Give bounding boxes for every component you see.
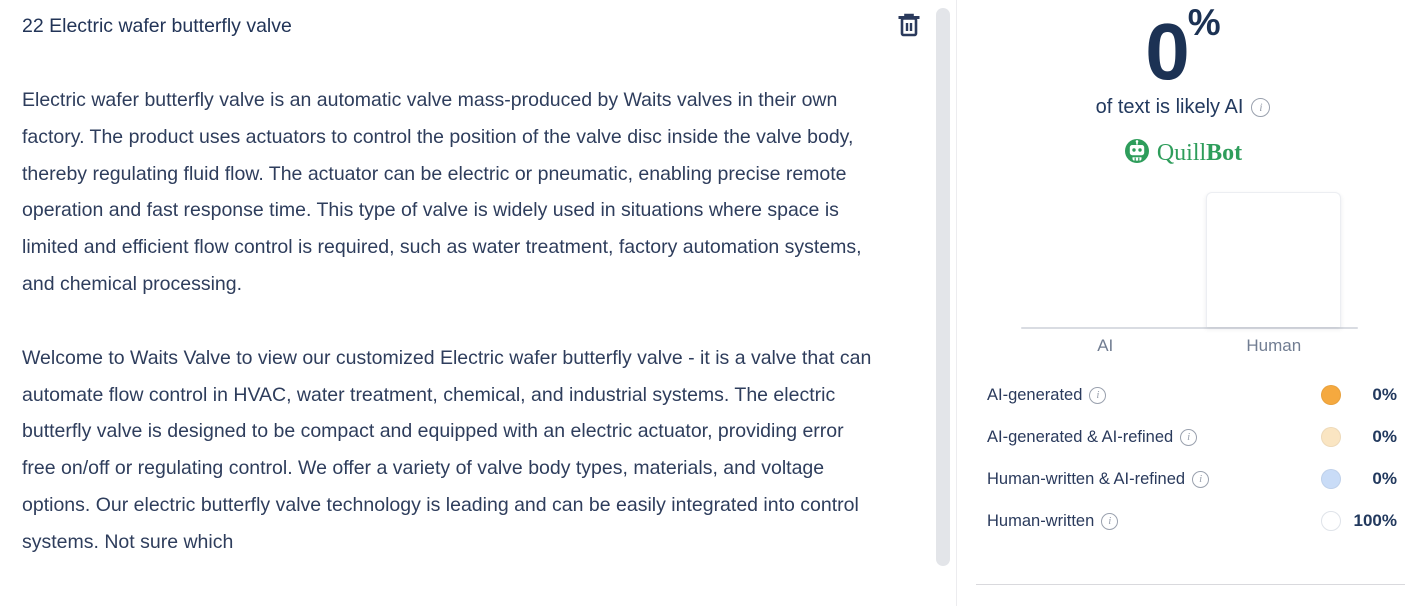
bar-human (1206, 192, 1341, 327)
ai-score (957, 2, 1409, 94)
delete-document-button[interactable] (894, 10, 924, 42)
legend-dot-orange (1321, 385, 1341, 405)
legend-label: Human-written (987, 511, 1095, 530)
ai-score-value: 0 (1145, 7, 1188, 96)
bottom-divider (976, 584, 1405, 585)
chart-label-human: Human (1246, 336, 1302, 355)
info-icon[interactable]: i (1089, 387, 1106, 404)
legend-value: 0% (1372, 385, 1397, 404)
legend-value: 0% (1372, 427, 1397, 446)
ai-human-bar-chart (1021, 192, 1358, 356)
legend-label: AI-generated (987, 385, 1083, 404)
bar-column-ai (1021, 192, 1190, 327)
scrollbar-thumb[interactable] (936, 8, 950, 566)
document-paragraph: Electric wafer butterfly valve is an automatic valve mass-produced by Waits valves in their own factory. The product uses actuators to control the position of the valve disc inside the valve body, thereby regulating fluid flow. The actuator can be electric or pneumatic, enabling precise remote operation and fast response time. This type of valve is widely used in situations where space is limited and efficient flow control is required, such as water treatment, factory automation systems, and chemical processing. (22, 89, 862, 295)
quillbot-brand (957, 138, 1409, 169)
document-paragraph: Welcome to Waits Valve to view our customized Electric wafer butterfly valve - it is a valve that can automate flow control in HVAC, water treatment, chemical, and industrial systems. The electric butterfly valve is designed to be compact and equipped with an electric actuator, providing error free on/off or regulating control. We offer a variety of valve body types, materials, and voltage options. Our electric butterfly valve technology is leading and can be easily integrated into control systems. Not sure which (22, 346, 872, 553)
legend-dot-blue (1321, 469, 1341, 489)
legend-value: 100% (1353, 511, 1397, 530)
legend-label: AI-generated & AI-refined (987, 427, 1174, 446)
trash-icon (897, 12, 921, 41)
ai-detector-panel (957, 0, 1409, 606)
quillbot-logo-icon (1124, 138, 1150, 169)
document-scrollbar[interactable] (934, 0, 952, 606)
info-icon[interactable]: i (1101, 513, 1118, 530)
legend-label: Human-written & AI-refined (987, 469, 1186, 488)
legend-row-human-written (987, 500, 1397, 542)
quillbot-wordmark: QuillBot (1156, 140, 1243, 166)
chart-label-ai: AI (1097, 336, 1114, 355)
legend-dot-cream (1321, 427, 1341, 447)
bar-column-human (1190, 192, 1359, 327)
legend-row-human-written-ai-refined (987, 458, 1397, 500)
info-icon[interactable]: i (1192, 471, 1209, 488)
ai-score-subtitle: of text is likely AI (1095, 96, 1244, 118)
info-icon[interactable]: i (1251, 98, 1270, 117)
legend-row-ai-generated (987, 374, 1397, 416)
ai-score-percent-sign: % (1187, 2, 1221, 43)
document-text[interactable] (22, 82, 880, 561)
info-icon[interactable]: i (1180, 429, 1197, 446)
legend-value: 0% (1372, 469, 1397, 488)
document-title: 22 Electric wafer butterfly valve (22, 15, 292, 37)
detector-legend (987, 374, 1397, 542)
legend-dot-white (1321, 511, 1341, 531)
chart-axis-line (1021, 327, 1358, 329)
legend-row-ai-generated-ai-refined (987, 416, 1397, 458)
